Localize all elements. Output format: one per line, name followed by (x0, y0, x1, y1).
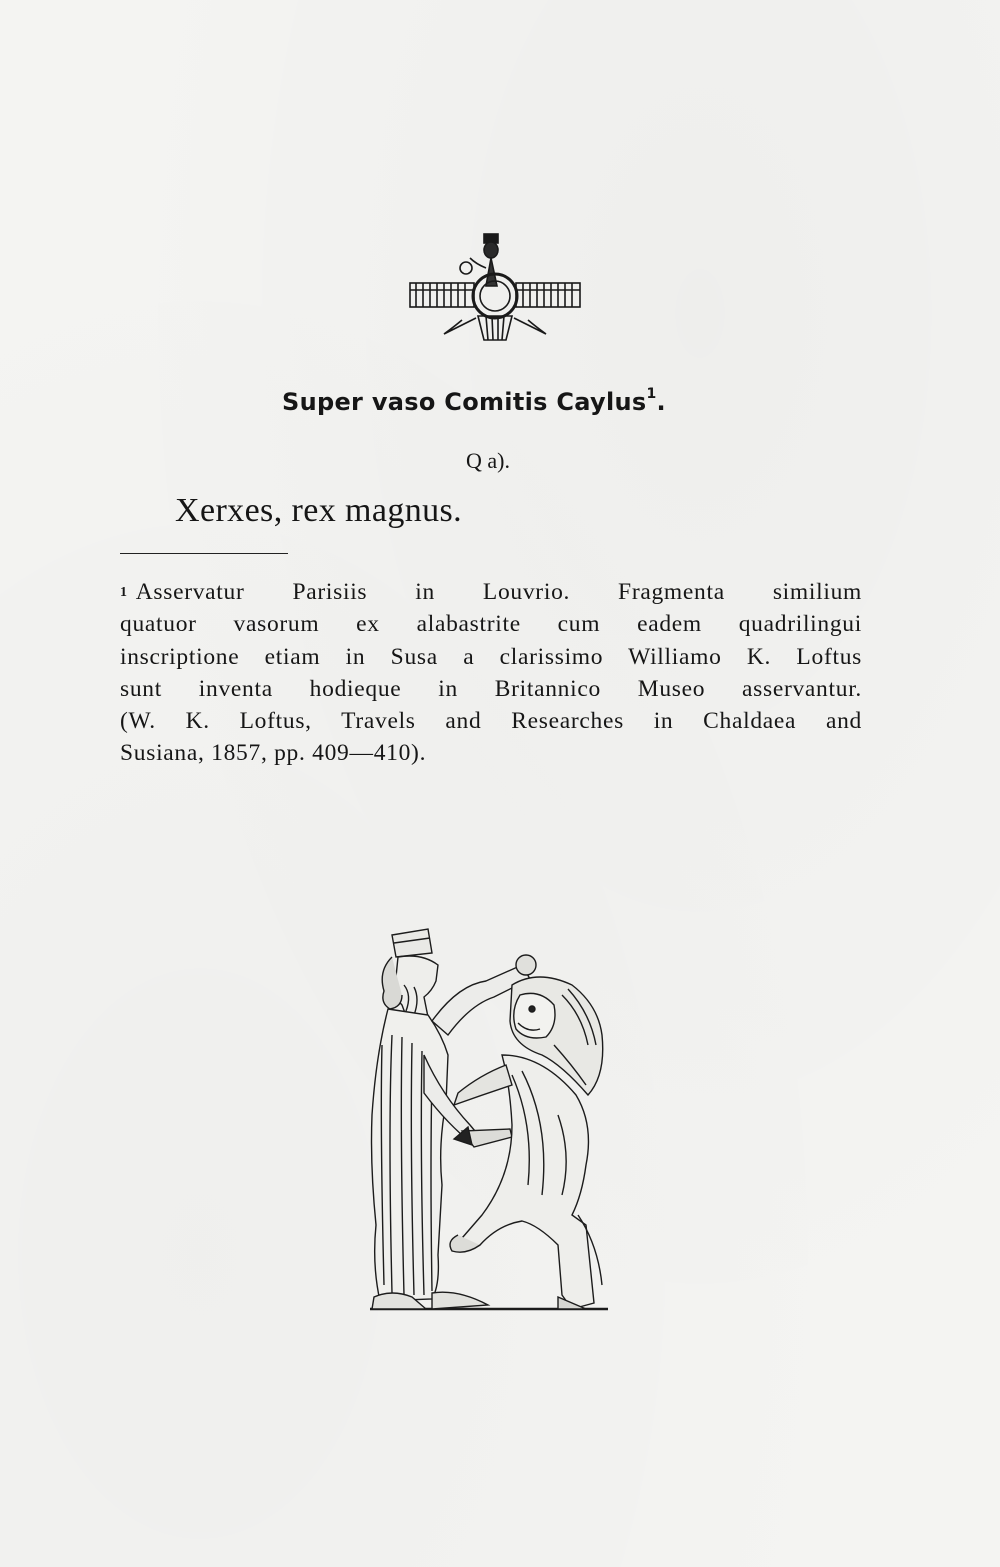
footnote (120, 576, 862, 770)
king-fighting-lion-engraving (362, 925, 618, 1317)
heading-footnote-ref: 1 (646, 386, 657, 402)
section-marker: Q a). (466, 448, 510, 473)
heading-trailing: . (656, 388, 666, 416)
footnote-line-text: Asservatur Parisiis in Louvrio. Fragmenta similium (135, 579, 862, 605)
footnote-line: sunt inventa hodieque in Britannico Museo asservantur. (120, 675, 862, 702)
footnote-divider (120, 553, 288, 554)
footnote-line: inscriptione etiam in Susa a clarissimo Williamo K. Loftus (120, 643, 862, 670)
heading-text: Super vaso Comitis Caylus (282, 388, 647, 416)
page-heading (282, 388, 666, 416)
footnote-marker: 1 (120, 585, 128, 600)
footnote-line: Susiana, 1857, pp. 409—410). (120, 740, 427, 767)
footnote-line: quatuor vasorum ex alabastrite cum eadem quadrilingui (120, 611, 862, 638)
inscription-translation: Xerxes, rex magnus. (175, 492, 463, 529)
winged-disc-emblem-icon (400, 228, 590, 348)
footnote-line (120, 576, 862, 608)
footnote-line: (W. K. Loftus, Travels and Researches in Chaldaea and (120, 708, 862, 735)
